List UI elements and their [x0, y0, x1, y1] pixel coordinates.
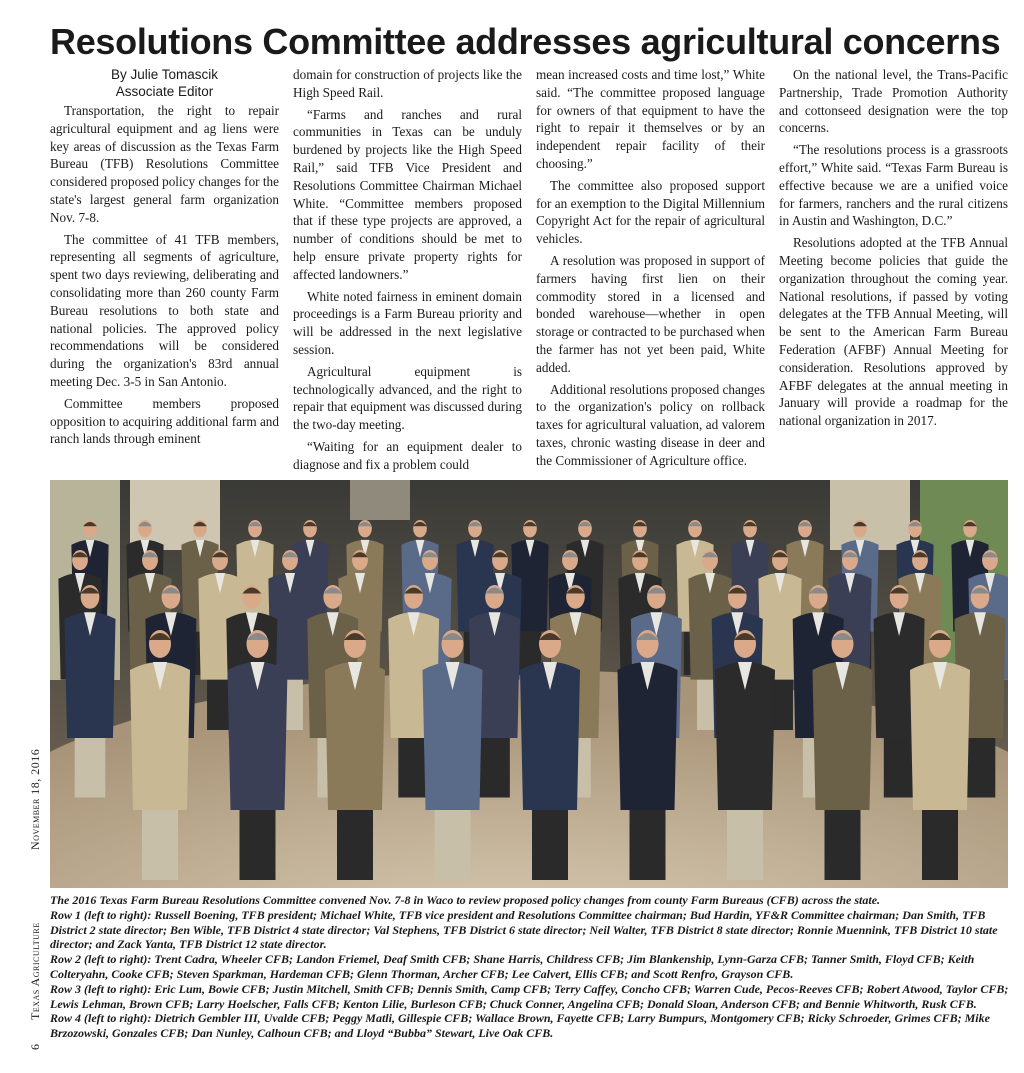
headline: Resolutions Committee addresses agricultural concerns: [50, 21, 1001, 62]
article-body: [50, 66, 1008, 476]
paragraph: Resolutions adopted at the TFB Annual Meeting become policies that guide the organization throughout the coming year. National resolutions, if passed by voting delegates at the TFB Annual Meeting, will be sent to the American Farm Bureau Federation (AFBF) Annual Meeting for consideration. Resolutions approved by AFBF delegates at the annual meeting in January will provide a roadmap for the national organization in 2017.: [779, 235, 1008, 429]
column-2: [293, 66, 522, 476]
byline-author: By Julie Tomascik: [110, 67, 219, 82]
caption-row-1: Row 1 (left to right): Russell Boening, TFB president; Michael White, TFB vice president and Resolutions Committee chairman; Bud Hardin, YF&R Committee chairman; Dan Smith, TFB District 2 state director; Ben Wible, TFB District 4 state director; Val Stephens, TFB District 6 state director; Neil Walter, TFB District 8 state director; Ronnie Muennink, TFB District 10 state director; and Zack Yanta, TFB District 12 state director.: [50, 907, 998, 952]
paragraph: “Waiting for an equipment dealer to diagnose and fix a problem could: [293, 438, 522, 472]
photo-caption: [50, 893, 1010, 1041]
paragraph: The committee also proposed support for an exemption to the Digital Millennium Copyright Act for the repair of agricultural vehicles.: [536, 177, 765, 247]
byline-role: Associate Editor: [115, 84, 214, 99]
column-1: [50, 66, 279, 476]
group-photo-illustration: [50, 480, 1008, 888]
caption-row-3: Row 3 (left to right): Eric Lum, Bowie CFB; Justin Mitchell, Smith CFB; Dennis Smith, Camp CFB; Terry Caffey, Concho CFB; Warren Cude, Pecos-Reeves CFB; Robert Atwood, Taylor CFB; Lewis Lehman, Brown CFB; Larry Hoelscher, Falls CFB; Kenton Lilie, Burleson CFB; Chuck Conner, Angelina CFB; Donald Sloan, Anderson CFB; and Bennie Whitworth, Rusk CFB.: [50, 981, 1009, 1011]
paragraph: White noted fairness in eminent domain proceedings is a Farm Bureau priority and will be addressed in the next legislative session.: [293, 288, 522, 357]
group-photo: [50, 480, 1008, 888]
paragraph: Transportation, the right to repair agricultural equipment and ag liens were key areas of discussion as the Texas Farm Bureau (TFB) Resolutions Committee considered proposed policy changes for the state's largest general farm organization Nov. 7-8.: [50, 103, 279, 225]
paragraph: “Farms and ranches and rural communities in Texas can be unduly burdened by projects like the High Speed Rail,” said TFB Vice President and Resolutions Committee Chairman Michael White. “Committee members proposed that if these type projects are approved, a number of conditions should be met to help ensure private property rights for affected landowners.”: [293, 106, 522, 282]
paragraph: Committee members proposed opposition to acquiring additional farm and ranch lands through eminent: [50, 395, 279, 447]
column-3: [536, 66, 765, 476]
paragraph: domain for construction of projects like the High Speed Rail.: [293, 67, 522, 100]
page-sidebar: [28, 640, 48, 1070]
paragraph: A resolution was proposed in support of farmers having first lien on their commodity stored in a licensed and bonded warehouse—whether in open storage or contracted to be purchased when the farmer has not yet been paid, White added.: [536, 252, 765, 375]
paragraph: Agricultural equipment is technologically advanced, and the right to repair that equipment was discussed during the two-day meeting.: [293, 363, 522, 433]
caption-row-2: Row 2 (left to right): Trent Cadra, Wheeler CFB; Landon Friemel, Deaf Smith CFB; Shane Harris, Childress CFB; Jim Blankenship, Lynn-Garza CFB; Tanner Smith, Floyd CFB; Keith Colteryahn, Cooke CFB; Steven Sparkman, Hardeman CFB; Glenn Thorman, Archer CFB; Lee Calvert, Ellis CFB; and Scott Renfro, Grayson CFB.: [50, 952, 975, 981]
paragraph: “The resolutions process is a grassroots effort,” White said. “Texas Farm Bureau is effective because we are a unified voice for farmers, ranchers and the rural citizens in Austin and Washington, D.C.”: [779, 142, 1008, 229]
issue-date: November 18, 2016: [28, 748, 42, 850]
column-4: [779, 66, 1008, 476]
paragraph: mean increased costs and time lost,” White said. “The committee proposed language for owners of that equipment to have the right to repair it themselves or by an independent repair facility of their choosing.”: [536, 67, 765, 171]
paragraph: The committee of 41 TFB members, representing all segments of agriculture, spent two days reviewing, deliberating and consolidating more than 260 county Farm Bureau resolutions to both state and national policies. The approved policy recommendations will be considered during the organization's 83rd annual meeting Dec. 3-5 in San Antonio.: [50, 231, 279, 389]
caption-intro: The 2016 Texas Farm Bureau Resolutions Committee convened Nov. 7-8 in Waco to review proposed policy changes from county Farm Bureaus (CFB) across the state.: [50, 893, 881, 907]
publication-name: Texas Agriculture: [28, 922, 42, 1020]
byline: [50, 66, 279, 100]
page-number: 6: [28, 1043, 42, 1050]
caption-row-4: Row 4 (left to right): Dietrich Gembler III, Uvalde CFB; Peggy Matli, Gillespie CFB; Wallace Brown, Fayette CFB; Larry Bumpurs, Montgomery CFB; Ricky Schroeder, Grimes CFB; Mike Brzozowski, Gonzales CFB; Dan Nunley, Calhoun CFB; and Lloyd “Bubba” Stewart, Live Oak CFB.: [50, 1011, 990, 1041]
paragraph: Additional resolutions proposed changes to the organization's policy on rollback taxes for agricultural valuation, ad valorem taxes, chronic wasting disease in deer and the Commissioner of Agriculture office.: [536, 381, 765, 468]
paragraph: On the national level, the Trans-Pacific Partnership, Trade Promotion Authority and cottonseed designation were the top concerns.: [779, 67, 1008, 136]
